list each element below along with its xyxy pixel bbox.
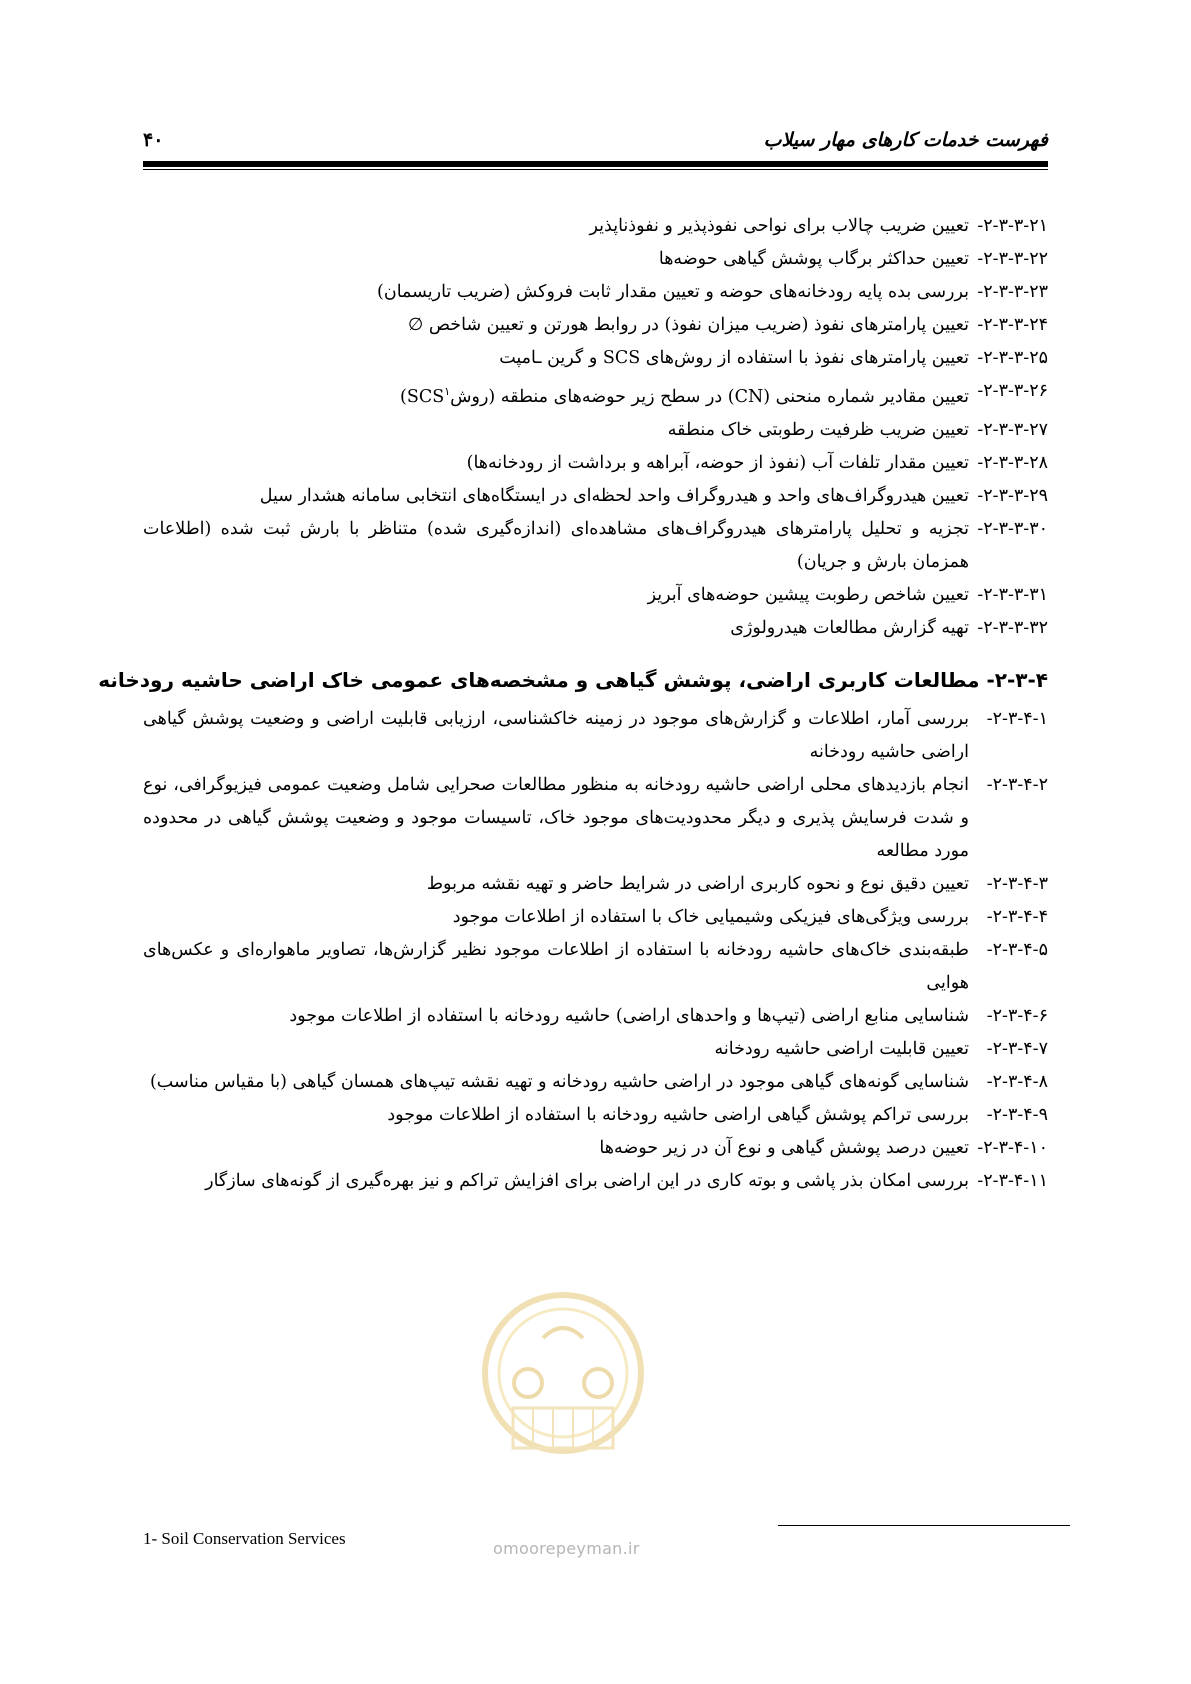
page-header (143, 125, 1048, 155)
footnote-marker: ۱ (444, 385, 451, 398)
list-item: ۲-۳-۴-۸- شناسایی گونه‌های گیاهی موجود در اراضی حاشیه رودخانه و تهیه نقشه تیپ‌های همسان گیاهی (با مقیاس مناسب) (149, 1071, 1048, 1092)
list-item: ۲-۳-۳-۲۹- تعیین هیدروگراف‌های واحد و هیدروگراف واحد لحظه‌ای در ایستگاه‌های انتخابی سامانه هشدار سیل (259, 485, 1048, 506)
list-item: ۲-۳-۴-۴- بررسی ویژگی‌های فیزیکی وشیمیایی خاک با استفاده از اطلاعات موجود (452, 906, 1048, 927)
footnote: 1- Soil Conservation Services (143, 1529, 346, 1548)
list-item: ۲-۳-۴-۱- بررسی آمار، اطلاعات و گزارش‌های موجود در زمینه خاکشناسی، ارزیابی قابلیت اراضی و وضعیت پوشش گیاهی اراضی حاشیه رودخانه (143, 708, 1048, 762)
list-land-use (143, 703, 1048, 1198)
list-item: ۲-۳-۴-۱۱- بررسی امکان بذر پاشی و بوته کاری در این اراضی برای افزایش تراکم و نیز بهره‌گیری از گونه‌های سازگار (205, 1170, 1048, 1191)
header-rule-thick (143, 161, 1048, 167)
list-item: ۲-۳-۴-۵- طبقه‌بندی خاک‌های حاشیه رودخانه با استفاده از اطلاعات موجود نظیر گزارش‌ها، تصاویر ماهواره‌ای و عکس‌های هوایی (143, 939, 1048, 993)
list-item: ۲-۳-۴-۲- انجام بازدیدهای محلی اراضی حاشیه رودخانه به منظور مطالعات صحرایی شامل وضعیت عمومی فیزیوگرافی، نوع و شدت فرسایش پذیری و دیگر محدودیت‌های موجود خاک، تاسیسات موجود و وضعیت پوشش گیاهی در محدوده مورد مطالعه (143, 774, 1048, 861)
list-item: ۲-۳-۳-۲۸- تعیین مقدار تلفات آب (نفوذ از حوضه، آبراهه و برداشت از رودخانه‌ها) (466, 452, 1048, 473)
list-item: ۲-۳-۳-۲۴- تعیین پارامترهای نفوذ (ضریب میزان نفوذ) در روابط هورتن و تعیین شاخص ∅ (408, 315, 1048, 335)
list-item: ۲-۳-۳-۲۲- تعیین حداکثر برگاب پوشش گیاهی حوضه‌ها (658, 249, 1048, 269)
list-item: ۲-۳-۳-۲۱- تعیین ضریب چالاب برای نواحی نفوذپذیر و نفوذناپذیر (589, 216, 1048, 236)
list-item: ۲-۳-۳-۲۳- بررسی بده پایه رودخانه‌های حوضه و تعیین مقدار ثابت فروکش (ضریب تاریسمان) (377, 282, 1048, 302)
watermark-url: omoorepeyman.ir (493, 1539, 640, 1558)
section-heading: ۲-۳-۴- مطالعات کاربری اراضی، پوشش گیاهی و مشخصه‌های عمومی خاک اراضی حاشیه رودخانه (98, 667, 1048, 692)
list-item: ۲-۳-۴-۷- تعیین قابلیت اراضی حاشیه رودخانه (714, 1038, 1048, 1059)
list-item: ۲-۳-۴-۹- بررسی تراکم پوشش گیاهی اراضی حاشیه رودخانه با استفاده از اطلاعات موجود (387, 1104, 1048, 1125)
header-rule-thin (143, 169, 1048, 170)
list-item: ۲-۳-۳-۲۷- تعیین ضریب ظرفیت رطوبتی خاک منطقه (667, 419, 1048, 440)
watermark-logo-icon (473, 1278, 653, 1478)
running-title: فهرست خدمات کارهای مهار سیلاب (763, 129, 1048, 151)
page-number: ۴۰ (143, 129, 164, 151)
list-item: ۲-۳-۳-۲۵- تعیین پارامترهای نفوذ با استفاده از روش‌های SCS و گرین ـامپت (499, 348, 1048, 368)
list-item: ۲-۳-۴-۶- شناسایی منابع اراضی (تیپ‌ها و واحدهای اراضی) حاشیه رودخانه با استفاده از اطلاعات موجود (289, 1005, 1048, 1026)
list-item: ۲-۳-۳-۲۶- تعیین مقادیر شماره منحنی (CN) در سطح زیر حوضه‌های منطقه (روشSCS$^۱$) (400, 381, 1048, 407)
main-content (98, 210, 1048, 1198)
list-item: ۲-۳-۴-۳- تعیین دقیق نوع و نحوه کاربری اراضی در شرایط حاضر و تهیه نقشه مربوط (426, 873, 1048, 894)
list-hydrology (143, 210, 1048, 645)
list-item: ۲-۳-۳-۳۲- تهیه گزارش مطالعات هیدرولوژی (730, 617, 1048, 638)
list-item: ۲-۳-۳-۳۱- تعیین شاخص رطوبت پیشین حوضه‌های آبریز (647, 584, 1048, 605)
list-item: ۲-۳-۴-۱۰- تعیین درصد پوشش گیاهی و نوع آن در زیر حوضه‌ها (599, 1137, 1048, 1158)
list-item: ۲-۳-۳-۳۰- تجزیه و تحلیل پارامترهای هیدروگراف‌های مشاهده‌ای (اندازه‌گیری شده) متناظر با بارش ثبت شده (اطلاعات همزمان بارش و جریان) (143, 518, 1048, 572)
footnote-rule (778, 1525, 1070, 1526)
item26-suffix: SCS (406, 386, 445, 407)
